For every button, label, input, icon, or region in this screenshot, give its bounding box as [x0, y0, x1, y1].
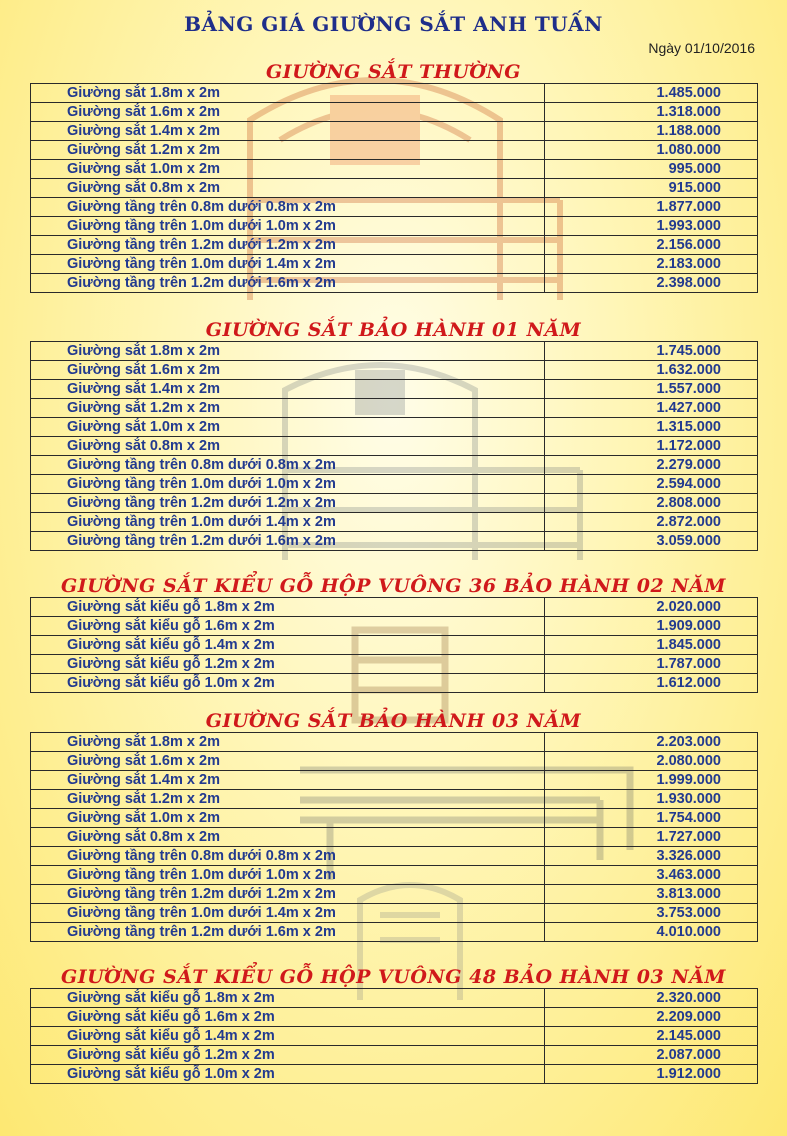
table-row [31, 361, 758, 380]
product-price: 1.993.000 [545, 217, 758, 236]
product-price: 1.080.000 [545, 141, 758, 160]
product-price: 1.877.000 [545, 198, 758, 217]
product-price: 2.594.000 [545, 475, 758, 494]
product-name: Giường sắt 0.8m x 2m [31, 828, 545, 847]
product-price: 1.930.000 [545, 790, 758, 809]
section-warranty-3-years [30, 710, 757, 942]
product-price: 3.813.000 [545, 885, 758, 904]
product-price: 1.485.000 [545, 84, 758, 103]
product-price: 3.059.000 [545, 532, 758, 551]
product-name: Giường sắt 1.2m x 2m [31, 399, 545, 418]
product-name: Giường sắt 1.8m x 2m [31, 733, 545, 752]
product-price: 1.612.000 [545, 674, 758, 693]
product-price: 1.188.000 [545, 122, 758, 141]
product-price: 995.000 [545, 160, 758, 179]
product-name: Giường sắt kiểu gỗ 1.2m x 2m [31, 1046, 545, 1065]
table-row [31, 179, 758, 198]
table-row [31, 84, 758, 103]
product-price: 2.203.000 [545, 733, 758, 752]
product-name: Giường sắt 1.0m x 2m [31, 418, 545, 437]
table-row [31, 198, 758, 217]
table-row [31, 532, 758, 551]
table-row [31, 255, 758, 274]
product-price: 2.080.000 [545, 752, 758, 771]
page-title: BẢNG GIÁ GIƯỜNG SẮT ANH TUẤN [184, 12, 603, 36]
section-title: GIƯỜNG SẮT THƯỜNG [266, 61, 521, 83]
table-row [31, 885, 758, 904]
price-table [30, 597, 758, 693]
product-name: Giường sắt 1.2m x 2m [31, 790, 545, 809]
product-name: Giường sắt 0.8m x 2m [31, 437, 545, 456]
table-row [31, 399, 758, 418]
table-row [31, 847, 758, 866]
product-name: Giường sắt 1.8m x 2m [31, 342, 545, 361]
product-price: 3.326.000 [545, 847, 758, 866]
product-name: Giường sắt 1.4m x 2m [31, 380, 545, 399]
table-row [31, 752, 758, 771]
table-row [31, 809, 758, 828]
product-price: 3.463.000 [545, 866, 758, 885]
product-price: 2.183.000 [545, 255, 758, 274]
product-price: 1.999.000 [545, 771, 758, 790]
product-name: Giường tầng trên 1.2m dưới 1.6m x 2m [31, 274, 545, 293]
product-name: Giường tầng trên 1.0m dưới 1.0m x 2m [31, 866, 545, 885]
table-row [31, 494, 758, 513]
table-row [31, 617, 758, 636]
product-price: 1.787.000 [545, 655, 758, 674]
product-price: 3.753.000 [545, 904, 758, 923]
product-name: Giường tầng trên 0.8m dưới 0.8m x 2m [31, 847, 545, 866]
section-warranty-1-year [30, 319, 757, 551]
table-row [31, 923, 758, 942]
table-row [31, 141, 758, 160]
product-name: Giường sắt kiểu gỗ 1.6m x 2m [31, 1008, 545, 1027]
price-table [30, 341, 758, 551]
product-price: 1.427.000 [545, 399, 758, 418]
section-standard-bed [30, 61, 757, 293]
section-wood-style-48 [30, 966, 757, 1084]
product-price: 1.727.000 [545, 828, 758, 847]
table-row [31, 103, 758, 122]
table-row [31, 1065, 758, 1084]
product-name: Giường sắt 1.4m x 2m [31, 122, 545, 141]
section-wood-style-36 [30, 575, 757, 693]
product-price: 2.398.000 [545, 274, 758, 293]
product-name: Giường tầng trên 1.2m dưới 1.6m x 2m [31, 532, 545, 551]
table-row [31, 437, 758, 456]
product-name: Giường sắt kiểu gỗ 1.0m x 2m [31, 674, 545, 693]
table-row [31, 1027, 758, 1046]
product-price: 2.320.000 [545, 989, 758, 1008]
table-row [31, 866, 758, 885]
product-price: 1.754.000 [545, 809, 758, 828]
product-name: Giường tầng trên 0.8m dưới 0.8m x 2m [31, 198, 545, 217]
product-price: 2.145.000 [545, 1027, 758, 1046]
table-row [31, 674, 758, 693]
price-table [30, 988, 758, 1084]
product-price: 1.632.000 [545, 361, 758, 380]
product-price: 1.745.000 [545, 342, 758, 361]
table-row [31, 160, 758, 179]
table-row [31, 636, 758, 655]
table-row [31, 513, 758, 532]
product-price: 2.808.000 [545, 494, 758, 513]
product-price: 2.209.000 [545, 1008, 758, 1027]
table-row [31, 828, 758, 847]
product-name: Giường sắt 1.0m x 2m [31, 809, 545, 828]
product-price: 4.010.000 [545, 923, 758, 942]
product-name: Giường sắt kiểu gỗ 1.8m x 2m [31, 989, 545, 1008]
product-name: Giường tầng trên 1.2m dưới 1.6m x 2m [31, 923, 545, 942]
price-table [30, 732, 758, 942]
section-title: GIƯỜNG SẮT KIỂU GỖ HỘP VUÔNG 36 BẢO HÀNH 02 NĂM [61, 575, 726, 597]
product-name: Giường sắt kiểu gỗ 1.4m x 2m [31, 636, 545, 655]
product-price: 1.172.000 [545, 437, 758, 456]
table-row [31, 904, 758, 923]
product-price: 2.020.000 [545, 598, 758, 617]
product-price: 1.318.000 [545, 103, 758, 122]
product-name: Giường tầng trên 1.0m dưới 1.4m x 2m [31, 255, 545, 274]
section-title: GIƯỜNG SẮT BẢO HÀNH 03 NĂM [205, 710, 582, 732]
product-price: 2.087.000 [545, 1046, 758, 1065]
product-price: 1.912.000 [545, 1065, 758, 1084]
table-row [31, 475, 758, 494]
table-row [31, 274, 758, 293]
product-name: Giường sắt 1.6m x 2m [31, 103, 545, 122]
product-name: Giường sắt 1.6m x 2m [31, 752, 545, 771]
table-row [31, 236, 758, 255]
product-name: Giường sắt kiểu gỗ 1.8m x 2m [31, 598, 545, 617]
table-row [31, 989, 758, 1008]
table-row [31, 418, 758, 437]
table-row [31, 342, 758, 361]
product-name: Giường sắt 1.0m x 2m [31, 160, 545, 179]
product-price: 1.557.000 [545, 380, 758, 399]
product-name: Giường tầng trên 1.0m dưới 1.0m x 2m [31, 475, 545, 494]
product-name: Giường sắt kiểu gỗ 1.6m x 2m [31, 617, 545, 636]
section-title: GIƯỜNG SẮT KIỂU GỖ HỘP VUÔNG 48 BẢO HÀNH 03 NĂM [61, 966, 726, 988]
product-name: Giường tầng trên 0.8m dưới 0.8m x 2m [31, 456, 545, 475]
product-name: Giường sắt 1.8m x 2m [31, 84, 545, 103]
product-name: Giường tầng trên 1.2m dưới 1.2m x 2m [31, 494, 545, 513]
table-row [31, 771, 758, 790]
table-row [31, 598, 758, 617]
date-label: Ngày 01/10/2016 [648, 40, 755, 56]
product-name: Giường sắt 0.8m x 2m [31, 179, 545, 198]
product-price: 1.315.000 [545, 418, 758, 437]
price-table [30, 83, 758, 293]
table-row [31, 1046, 758, 1065]
product-name: Giường tầng trên 1.0m dưới 1.0m x 2m [31, 217, 545, 236]
product-name: Giường sắt 1.4m x 2m [31, 771, 545, 790]
product-price: 2.156.000 [545, 236, 758, 255]
product-price: 2.279.000 [545, 456, 758, 475]
table-row [31, 1008, 758, 1027]
product-name: Giường tầng trên 1.2m dưới 1.2m x 2m [31, 885, 545, 904]
product-name: Giường tầng trên 1.0m dưới 1.4m x 2m [31, 904, 545, 923]
product-name: Giường sắt kiểu gỗ 1.4m x 2m [31, 1027, 545, 1046]
product-name: Giường sắt 1.2m x 2m [31, 141, 545, 160]
table-row [31, 380, 758, 399]
product-price: 915.000 [545, 179, 758, 198]
table-row [31, 655, 758, 674]
product-name: Giường sắt kiểu gỗ 1.0m x 2m [31, 1065, 545, 1084]
table-row [31, 790, 758, 809]
table-row [31, 456, 758, 475]
product-price: 1.909.000 [545, 617, 758, 636]
table-row [31, 217, 758, 236]
table-row [31, 122, 758, 141]
product-price: 1.845.000 [545, 636, 758, 655]
product-name: Giường tầng trên 1.0m dưới 1.4m x 2m [31, 513, 545, 532]
section-title: GIƯỜNG SẮT BẢO HÀNH 01 NĂM [205, 319, 582, 341]
product-name: Giường sắt 1.6m x 2m [31, 361, 545, 380]
product-name: Giường tầng trên 1.2m dưới 1.2m x 2m [31, 236, 545, 255]
product-price: 2.872.000 [545, 513, 758, 532]
table-row [31, 733, 758, 752]
product-name: Giường sắt kiểu gỗ 1.2m x 2m [31, 655, 545, 674]
